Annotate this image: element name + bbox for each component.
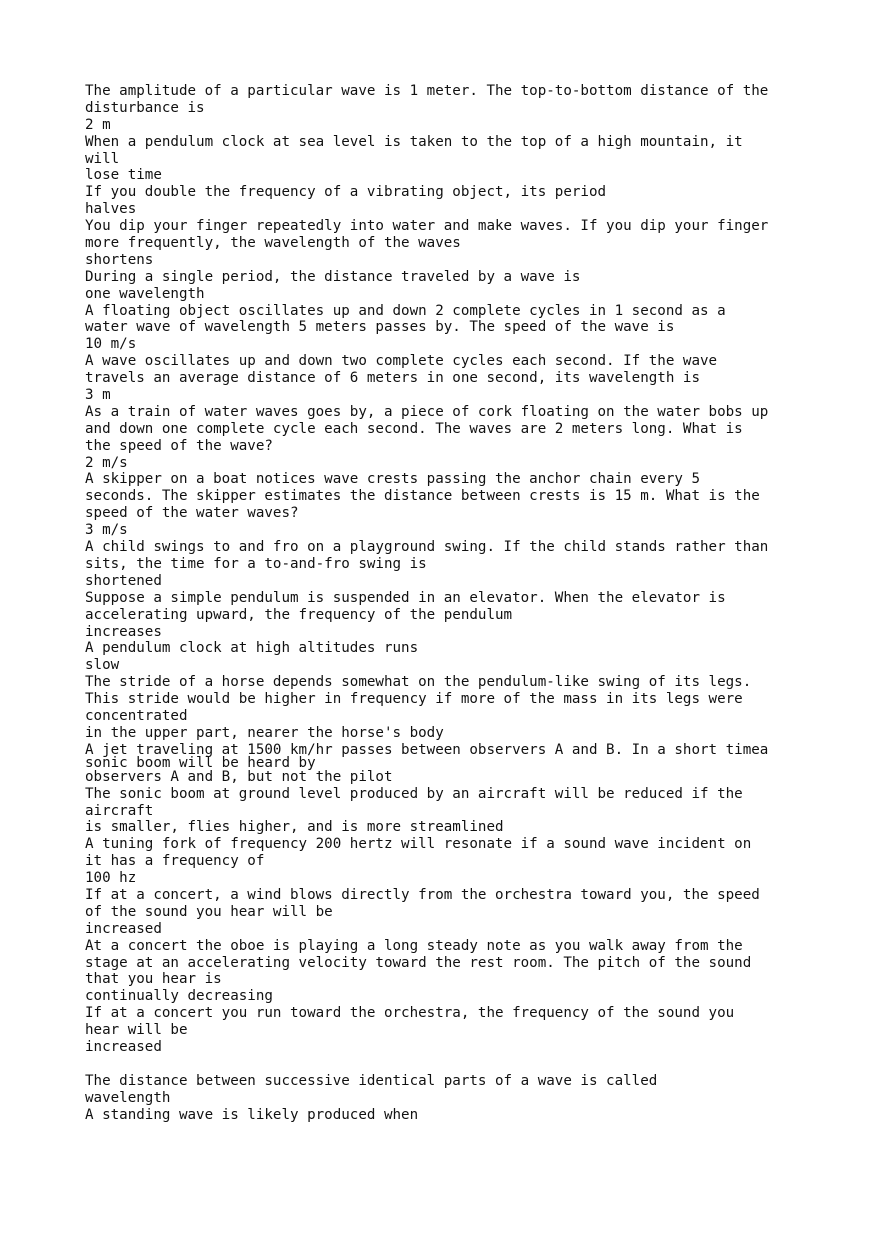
text-line: During a single period, the distance traveled by a wave is	[85, 268, 581, 285]
text-line: accelerating upward, the frequency of the pendulum	[85, 606, 513, 623]
text-line: of the sound you hear will be	[85, 903, 333, 920]
answer-line: 3 m/s	[85, 522, 128, 539]
answer-line: increased	[85, 1038, 162, 1055]
text-line: A standing wave is likely produced when	[85, 1106, 419, 1123]
answer-line: increased	[85, 920, 162, 937]
answer-line: increases	[85, 623, 162, 640]
text-line: more frequently, the wavelength of the waves	[85, 235, 461, 252]
text-line: The sonic boom at ground level produced by an aircraft will be reduced if the	[85, 785, 743, 802]
text-line: travels an average distance of 6 meters in one second, its wavelength is	[85, 370, 700, 387]
text-line: will	[85, 150, 120, 167]
text-line: When a pendulum clock at sea level is taken to the top of a high mountain, it	[85, 133, 743, 150]
text-line: speed of the water waves?	[85, 505, 299, 522]
answer-line: one wavelength	[85, 285, 205, 302]
answer-line: 3 m	[85, 387, 111, 404]
blank-line	[85, 1056, 805, 1073]
text-line: A jet traveling at 1500 km/hr passes between observers A and B. In a short timea	[85, 741, 769, 758]
text-line: This stride would be higher in frequency if more of the mass in its legs were	[85, 691, 743, 708]
document-page	[85, 83, 805, 1123]
text-line: sonic boom will be heard by	[85, 755, 316, 772]
answer-line: shortened	[85, 572, 162, 589]
text-line: stage at an accelerating velocity toward the rest room. The pitch of the sound	[85, 954, 752, 971]
text-line: If you double the frequency of a vibrating object, its period	[85, 184, 607, 201]
text-line: The amplitude of a particular wave is 1 meter. The top-to-bottom distance of the	[85, 83, 769, 99]
text-line: A skipper on a boat notices wave crests passing the anchor chain every 5	[85, 471, 700, 488]
text-line: that you hear is	[85, 971, 222, 988]
text-line: The distance between successive identical parts of a wave is called	[85, 1072, 658, 1089]
text-line: A child swings to and fro on a playground swing. If the child stands rather than	[85, 539, 769, 556]
text-line: A tuning fork of frequency 200 hertz will resonate if a sound wave incident on	[85, 836, 752, 853]
text-line: it has a frequency of	[85, 853, 265, 870]
text-line: If at a concert, a wind blows directly from the orchestra toward you, the speed	[85, 886, 760, 903]
answer-line: is smaller, flies higher, and is more streamlined	[85, 819, 504, 836]
text-line: aircraft	[85, 802, 154, 819]
text-line: sits, the time for a to-and-fro swing is	[85, 555, 427, 572]
text-line: The stride of a horse depends somewhat on the pendulum-like swing of its legs.	[85, 674, 752, 691]
answer-line: 100 hz	[85, 870, 137, 887]
text-line: disturbance is	[85, 99, 205, 116]
text-line: water wave of wavelength 5 meters passes by. The speed of the wave is	[85, 319, 675, 336]
text-line: seconds. The skipper estimates the distance between crests is 15 m. What is the	[85, 488, 760, 505]
text-line: the speed of the wave?	[85, 437, 273, 454]
answer-line: lose time	[85, 167, 162, 184]
text-line: If at a concert you run toward the orchestra, the frequency of the sound you	[85, 1005, 735, 1022]
text-line: As a train of water waves goes by, a piece of cork floating on the water bobs up	[85, 403, 769, 420]
text-line: concentrated	[85, 707, 188, 724]
answer-line: shortens	[85, 251, 154, 268]
text-line: At a concert the oboe is playing a long steady note as you walk away from the	[85, 937, 743, 954]
text-line: A wave oscillates up and down two complete cycles each second. If the wave	[85, 353, 718, 370]
answer-line: 2 m/s	[85, 454, 128, 471]
answer-line: continually decreasing	[85, 988, 273, 1005]
answer-line: in the upper part, nearer the horse's body	[85, 724, 444, 741]
answer-line: wavelength	[85, 1089, 171, 1106]
answer-line: slow	[85, 657, 120, 674]
text-line: hear will be	[85, 1022, 188, 1039]
answer-line: observers A and B, but not the pilot	[85, 768, 393, 785]
text-line: and down one complete cycle each second. The waves are 2 meters long. What is	[85, 420, 743, 437]
text-line: A floating object oscillates up and down 2 complete cycles in 1 second as a	[85, 302, 726, 319]
text-line: You dip your finger repeatedly into water and make waves. If you dip your finger	[85, 218, 769, 235]
text-line: Suppose a simple pendulum is suspended in an elevator. When the elevator is	[85, 589, 726, 606]
answer-line: halves	[85, 201, 137, 218]
text-line: A pendulum clock at high altitudes runs	[85, 640, 419, 657]
answer-line: 10 m/s	[85, 336, 137, 353]
answer-line: 2 m	[85, 116, 111, 133]
